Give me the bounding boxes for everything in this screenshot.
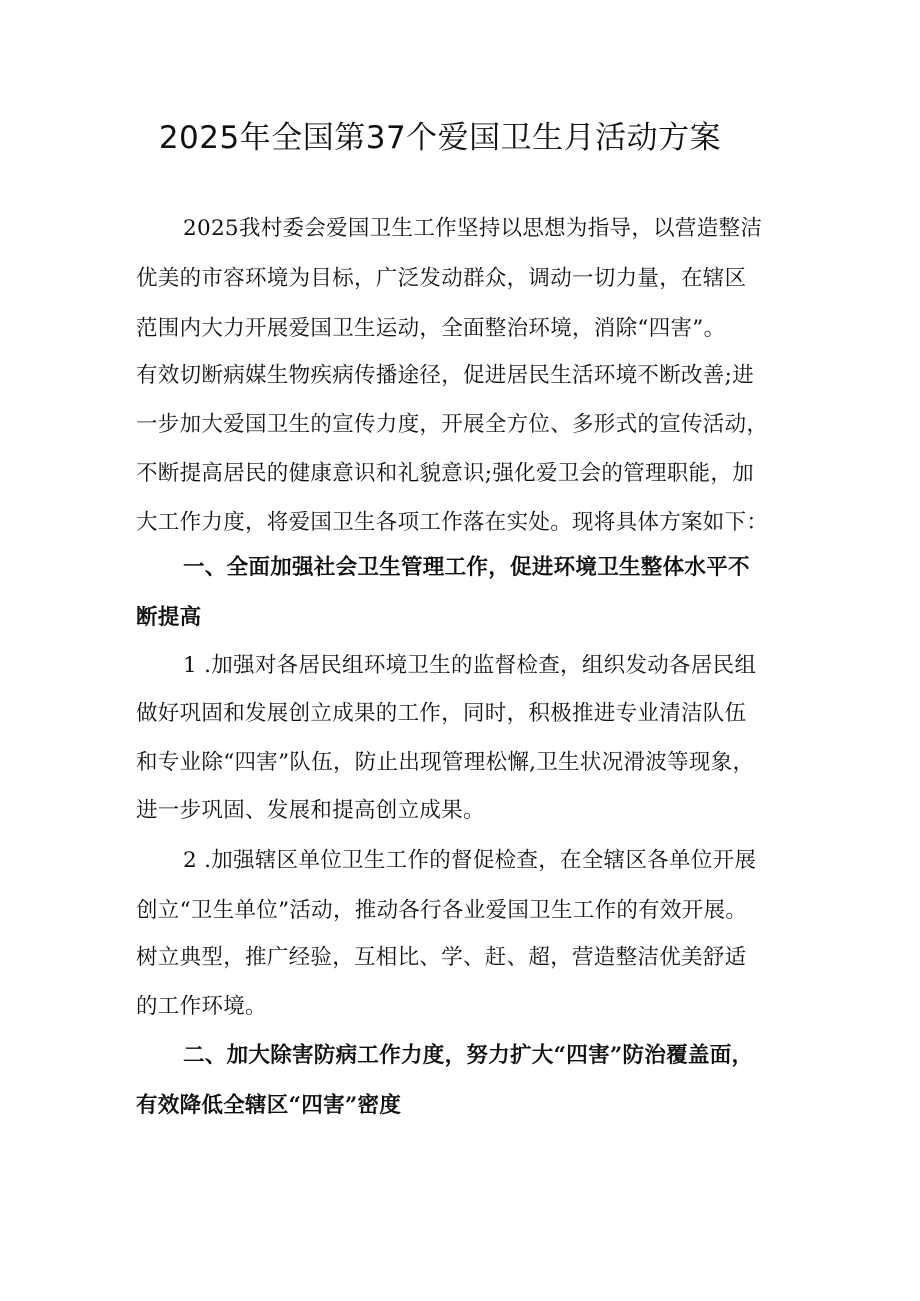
- section-heading: 断提高: [136, 605, 202, 630]
- paragraph-line: 的工作环境。: [136, 994, 267, 1019]
- paragraph-line: 和专业除“四害”队伍，防止出现管理松懈,卫生状况滑波等现象，: [136, 750, 755, 775]
- paragraph-line: 大工作力度，将爱国卫生各项工作落在实处。现将具体方案如下：: [136, 510, 769, 535]
- paragraph-line: 做好巩固和发展创立成果的工作，同时，积极推进专业清洁队伍: [136, 701, 747, 726]
- paragraph-line: 进一步巩固、发展和提高创立成果。: [136, 798, 485, 823]
- paragraph-line: 一步加大爱国卫生的宣传力度，开展全方位、多形式的宣传活动，: [136, 412, 769, 437]
- paragraph-line: 树立典型，推广经验，互相比、学、赶、超，营造整洁优美舒适: [136, 945, 747, 970]
- section-heading: 一、全面加强社会卫生管理工作，促进环境卫生整体水平不: [183, 555, 750, 580]
- section-heading: 有效降低全辖区“四害”密度: [136, 1093, 402, 1118]
- paragraph-line: 不断提高居民的健康意识和礼貌意识;强化爱卫会的管理职能，加: [136, 461, 754, 486]
- section-heading: 二、加大除害防病工作力度，努力扩大“四害”防治覆盖面，: [183, 1043, 754, 1068]
- paragraph-line: 2025我村委会爱国卫生工作坚持以思想为指导，以营造整洁: [183, 216, 763, 241]
- paragraph-line: 范围内大力开展爱国卫生运动，全面整治环境，消除“四害”。: [136, 316, 726, 341]
- paragraph-line: 创立“卫生单位”活动，推动各行各业爱国卫生工作的有效开展。: [136, 898, 748, 923]
- paragraph-line: 1 .加强对各居民组环境卫生的监督检查，组织发动各居民组: [183, 653, 757, 678]
- document-title: 2025年全国第37个爱国卫生月活动方案: [158, 120, 722, 156]
- paragraph-line: 2 .加强辖区单位卫生工作的督促检查，在全辖区各单位开展: [183, 848, 757, 873]
- paragraph-line: 优美的市容环境为目标，广泛发动群众，调动一切力量，在辖区: [136, 266, 747, 291]
- paragraph-line: 有效切断病媒生物疾病传播途径，促进居民生活环境不断改善;进: [136, 363, 754, 388]
